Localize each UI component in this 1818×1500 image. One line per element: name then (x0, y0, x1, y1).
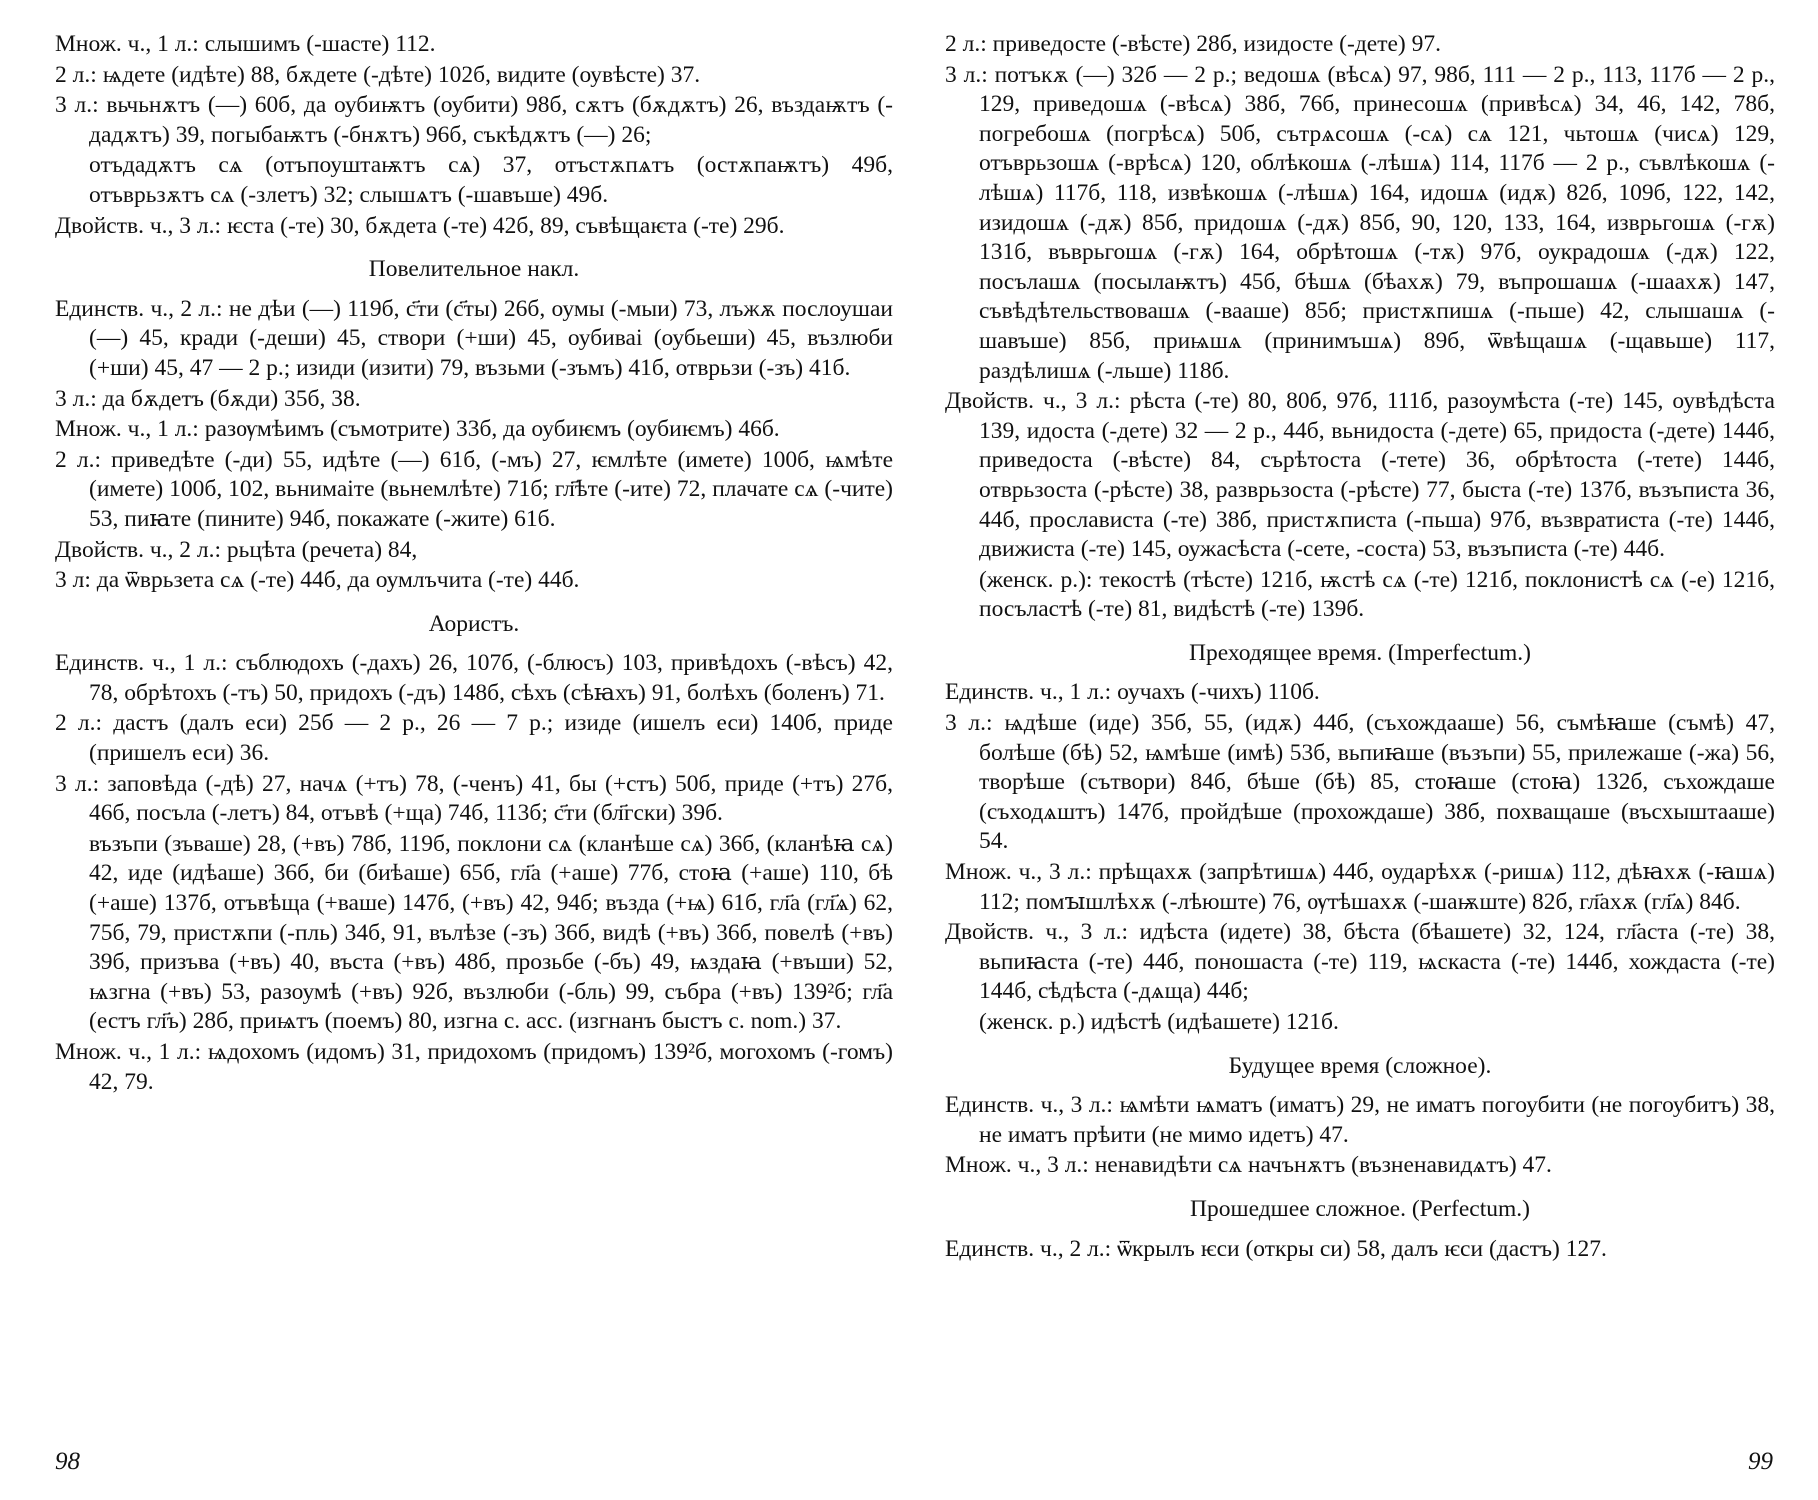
grammar-entry: Множ. ч., 1 л.: ѩдохомъ (идомъ) 31, придохомъ (придомъ) 139²б, могохомъ (-гомъ) 42, 79. (55, 1039, 893, 1095)
grammar-entry: Двойств. ч., 3 л.: рѣста (-те) 80, 80б, 97б, 111б, разоумѣста (-те) 145, оувѣдѣста 139, идоста (-дете) 32 — 2 р., 44б, вьнидоста (-дете) 65, придоста (-дете) 144б, приведоста (-вѣсте) 84, сърѣтоста (-тете) 36, обрѣтоста (-тете) 144б, отврьзоста (-рѣсте) 38, разврьзоста (-рѣсте) 77, быста (-те) 137б, възъписта 36, 44б, прослависта (-те) 38б, пристѫписта (-пьша) 97б, възвратиста (-те) 144б, движиста (-те) 145, оужасѣста (-сете, -соста) 53, възъписта (-те) 44б. (945, 388, 1775, 563)
entry-continuation: възъпи (зъваше) 28, (+въ) 78б, 119б, поклони сѧ (кланѣше сѧ) 36б, (кланѣꙗ сѧ) 42, иде (идѣаше) 36б, би (биѣаше) 65б, гл҃а (+аше) 77б, стоꙗ (+аше) 110, бѣ (+аше) 137б, отъвѣща (+ваше) 147б, (+въ) 42, 94б; възда (+ѩ) 61б, гл҃а (гл҃ѧ) 62, 75б, 79, пристѫпи (-пль) 34б, 91, вълѣзе (-зъ) 36б, видѣ (+въ) 36б, повелѣ (+въ) 39б, призъва (+въ) 40, въста (+въ) 48б, прозьбе (-бъ) 49, ѩздаꙗ (+въши) 52, ѩзгна (+въ) 53, разоумѣ (+въ) 92б, възлюби (-бль) 99, събра (+въ) 139²б; гл҃а (естъ гл҃ъ) 28б, приѩтъ (поемъ) 80, изгна с. асс. (изгнанъ быстъ с. nom.) 37. (89, 830, 893, 1035)
grammar-entry: Двойств. ч., 2 л.: рьцѣта (речета) 84, (55, 536, 418, 563)
entry-continuation: (женск. р.) идѣстѣ (идѣашете) 121б. (979, 1009, 1339, 1035)
grammar-entry: Единств. ч., 1 л.: оучахъ (-чихъ) 110б. (945, 679, 1320, 706)
grammar-entry: 3 л: да ѿврьзета сѧ (-те) 44б, да оумлъчита (-те) 44б. (55, 567, 580, 594)
grammar-entry: 3 л.: ѩдѣше (иде) 35б, 55, (идѫ) 44б, (съхождааше) 56, съмѣꙗше (съмѣ) 47, болѣше (бѣ) 52, ѩмѣше (имѣ) 53б, вьпиꙗше (възъпи) 55, прилежаше (-жа) 56, творѣше (сътвори) 84б, бѣше (бѣ) 85, стоꙗше (стоꙗ) 132б, съхождаше (съходѧштъ) 147б, пройдѣше (прохождаше) 38б, похващаше (въсхыштааше) 54. (945, 710, 1775, 855)
grammar-entry: Двойств. ч., 3 л.: ѥста (-те) 30, бѫдета (-те) 42б, 89, съвѣщаѥта (-те) 29б. (55, 212, 785, 239)
grammar-entry: Единств. ч., 2 л.: ѿкрылъ ѥси (откры си) 58, далъ ѥси (дастъ) 127. (945, 1235, 1607, 1262)
grammar-entry: 3 л.: вьчьнѫтъ (—) 60б, да оубиѭтъ (оубити) 98б, сѫтъ (бѫдѫтъ) 26, въздаѭтъ (-дадѫтъ) 39, погыбаѭтъ (-бнѫтъ) 96б, съкѣдѫтъ (—) 26; (55, 92, 893, 148)
section-heading: Прошедшее сложное. (Perfectum.) (1190, 1195, 1530, 1222)
grammar-entry: 2 л.: приведѣте (-ди) 55, идѣте (—) 61б, (-мъ) 27, ѥмлѣте (имете) 100б, ѩмѣте (имете) 100б, 102, вьнимаіте (вьнемлѣте) 71б; гл҃ѣте (-ите) 72, плачате сѧ (-чите) 53, пиꙗте (пините) 94б, покажате (-жите) 61б. (55, 446, 893, 532)
entry-continuation: отъдадѫтъ сѧ (отъпоуштаѭтъ сѧ) 37, отъстѫпѧтъ (остѫпаѭтъ) 49б, отъврьзѫтъ сѧ (-злетъ) 32; слышѧтъ (-шавъше) 49б. (89, 152, 893, 208)
grammar-entry: Двойств. ч., 3 л.: идѣста (идете) 38, бѣста (бѣашете) 32, 124, гл҃аста (-те) 38, вьпиꙗста (-те) 44б, поношаста (-те) 119, ѩскаста (-те) 144б, хождаста (-те) 144б, сѣдѣста (-дѧща) 44б; (945, 919, 1775, 1005)
grammar-entry: Единств. ч., 1 л.: съблюдохъ (-дахъ) 26, 107б, (-блюсъ) 103, привѣдохъ (-вѣсъ) 42, 78, обрѣтохъ (-тъ) 50, придохъ (-дъ) 148б, сѣхъ (сѣꙗхъ) 91, болѣхъ (боленъ) 71. (55, 650, 893, 706)
grammar-entry: 2 л.: дастъ (далъ еси) 25б — 2 р., 26 — 7 р.; изиде (ишелъ еси) 140б, приде (пришелъ еси) 36. (55, 710, 893, 767)
entry-continuation: (женск. р.): текостѣ (тѣсте) 121б, ѭстѣ сѧ (-те) 121б, поклонистѣ сѧ (-е) 121б, посъластѣ (-те) 81, видѣстѣ (-те) 139б. (979, 566, 1775, 623)
grammar-entry: Множ. ч., 1 л.: разѹмѣимъ (съмотрите) 33б, да оубиѥмъ (оубиѥмъ) 46б. (55, 416, 780, 443)
grammar-entry: Единств. ч., 2 л.: не дѣи (—) 119б, с҃ти (с҃ты) 26б, оумы (-мыи) 73, лъжѫ послоушаи (—) 45, кради (-деши) 45, створи (+ши) 45, оубиваі (оубьеши) 45, възлюби (+ши) 45, 47 — 2 р.; изиди (изити) 79, възьми (-зъмъ) 41б, отврьзи (-зъ) 41б. (55, 295, 893, 381)
grammar-entry: 3 л.: потъкѫ (—) 32б — 2 р.; ведошѧ (вѣсѧ) 97, 98б, 111 — 2 р., 113, 117б — 2 р., 129, приведошѧ (-вѣсѧ) 38б, 76б, принесошѧ (привѣсѧ) 34, 46, 142, 78б, погребошѧ (погрѣсѧ) 50б, сътрѧсошѧ (-сѧ) сѧ 121, чьтошѧ (чисѧ) 129, отъврьзошѧ (-врѣсѧ) 120, облѣкошѧ (-лѣшѧ) 114, 117б — 2 р., съвлѣкошѧ (-лѣшѧ) 117б, 118, извѣкошѧ (-лѣшѧ) 164, идошѧ (идѫ) 82б, 109б, 122, 142, изидошѧ (-дѫ) 85б, придошѧ (-дѫ) 85б, 90, 120, 133, 164, изврьгошѧ (-гѫ) 131б, въврьгошѧ (-гѫ) 164, обрѣтошѧ (-тѫ) 97б, оукрадошѧ (-дѫ) 122, посълашѧ (посылаѭтъ) 45б, бѣшѧ (бѣахѫ) 79, въпрошашѧ (-шаахѫ) 147, съвѣдѣтельствовашѧ (-вааше) 85б; пристѫпишѧ (-пьше) 42, слышашѧ (-шавъше) 85б, приѩшѧ (принимъшѧ) 89б, ѿвѣщашѧ (-щавьше) 117, раздѣлишѧ (-льше) 118б. (945, 61, 1775, 384)
section-heading: Аористъ. (428, 610, 520, 637)
grammar-entry: Множ. ч., 1 л.: слышимъ (-шасте) 112. (55, 31, 436, 57)
grammar-entry: 2 л.: приведосте (-вѣсте) 28б, изидосте (-дете) 97. (945, 31, 1442, 57)
grammar-entry: 2 л.: ѩдете (идѣте) 88, бѫдете (-дѣте) 102б, видите (оувѣсте) 37. (55, 61, 701, 88)
section-heading: Повелительное накл. (368, 256, 580, 283)
grammar-entry: Единств. ч., 3 л.: ѩмѣти ѩматъ (иматъ) 29, не иматъ погоубити (не погоубитъ) 38, не иматъ прѣити (не мимо идетъ) 47. (945, 1092, 1775, 1148)
right-page-column (945, 30, 1775, 1265)
grammar-entry: Множ. ч., 3 л.: прѣщахѫ (запрѣтишѧ) 44б, оударѣхѫ (-ришѧ) 112, дѣꙗхѫ (-ꙗшѧ) 112; помꙑшлѣхѫ (-лѣюште) 76, ѹтѣшахѫ (-шаѭште) 82б, гл҃ахѫ (гл҃ѧ) 84б. (945, 859, 1775, 915)
grammar-entry: 3 л.: да бѫдетъ (бѫди) 35б, 38. (55, 385, 361, 412)
page-number-right: 99 (1748, 1448, 1773, 1475)
grammar-entry: Множ. ч., 3 л.: ненавидѣти сѧ начънѫтъ (възненавидѧтъ) 47. (945, 1152, 1552, 1179)
left-page-column (55, 30, 893, 1098)
section-heading: Будущее время (сложное). (1228, 1052, 1492, 1079)
page-number-left: 98 (55, 1448, 80, 1475)
grammar-entry: 3 л.: заповѣда (-дѣ) 27, начѧ (+тъ) 78, (-ченъ) 41, бы (+стъ) 50б, приде (+тъ) 27б, 46б, посъла (-летъ) 84, отъвѣ (+ща) 74б, 113б; с҃ти (бл҃гски) 39б. (55, 770, 893, 827)
section-heading: Преходящее время. (Imperfectum.) (1189, 639, 1531, 666)
